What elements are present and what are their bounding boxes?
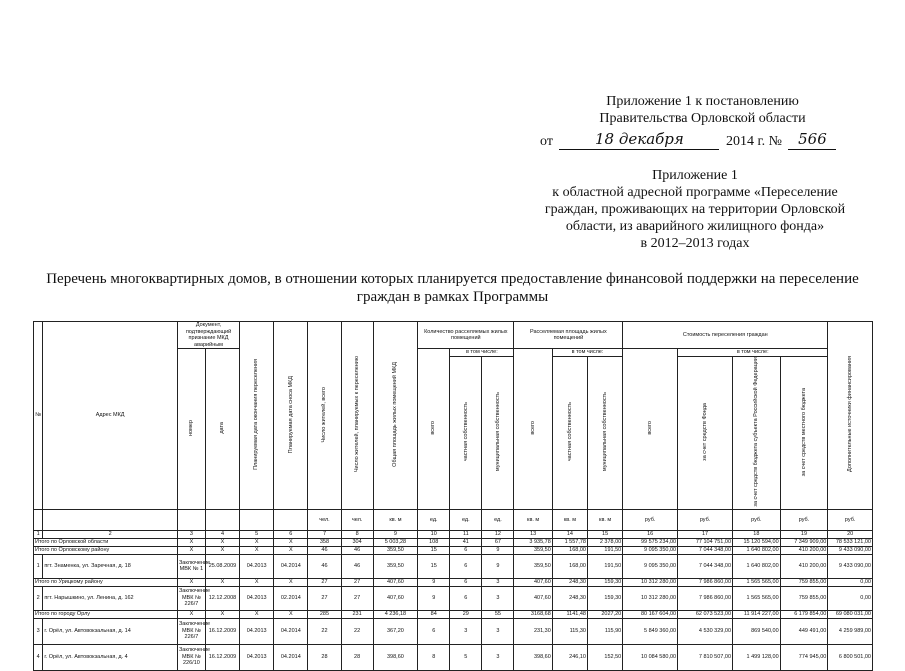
cell-c7: 46 bbox=[308, 546, 341, 554]
row-label: Итого по Урицкому району bbox=[34, 578, 178, 586]
row-label: Итого по Орловской области bbox=[34, 538, 178, 546]
cell-c17: 7 986 860,00 bbox=[678, 586, 733, 610]
handwritten-number: 566 bbox=[788, 131, 836, 150]
col-header-cost-fund: за счет средств Фонда bbox=[678, 357, 733, 510]
cell-c6: Х bbox=[274, 610, 308, 618]
program-line3: граждан, проживающих на территории Орловской bbox=[544, 202, 846, 217]
col-header-additional: Дополнительные источники финансирования bbox=[828, 322, 873, 510]
col-header-no: № bbox=[34, 322, 43, 510]
unit-cell: кв. м bbox=[514, 510, 552, 531]
cell-c4: Х bbox=[205, 610, 239, 618]
cell-c6: Х bbox=[274, 578, 308, 586]
cell-c3: Х bbox=[177, 610, 205, 618]
cell-c3: Х bbox=[177, 578, 205, 586]
col-header-area-total-sub: всего bbox=[514, 349, 552, 510]
table-body bbox=[34, 538, 873, 670]
program-appendix bbox=[500, 167, 890, 252]
cell-c14: 248,30 bbox=[552, 586, 587, 610]
col-header-rooms-total: всего bbox=[418, 349, 450, 510]
cell-c5: Х bbox=[240, 610, 274, 618]
cell-c18: 869 540,00 bbox=[733, 618, 781, 644]
cell-c3: Заключение МВК № 226/7 bbox=[177, 618, 205, 644]
unit-cell: ед. bbox=[482, 510, 514, 531]
table-row bbox=[34, 554, 873, 578]
cell-c17: 7 044 348,00 bbox=[678, 546, 733, 554]
col-header-address: Адрес МКД bbox=[43, 322, 178, 510]
colnum-cell: 1 bbox=[34, 531, 43, 539]
cell-c10: 9 bbox=[418, 586, 450, 610]
cell-c11: 5 bbox=[450, 644, 482, 670]
cell-c16: 80 167 604,00 bbox=[623, 610, 678, 618]
col-header-demolish-date: Планируемая дата сноса МКД bbox=[274, 322, 308, 510]
col-header-rooms: Количество расселяемых жилых помещений bbox=[418, 322, 514, 349]
cell-c18: 11 914 227,00 bbox=[733, 610, 781, 618]
row-address: г. Орёл, ул. Автовокзальная, д. 14 bbox=[43, 618, 178, 644]
cell-c14: 248,30 bbox=[552, 578, 587, 586]
cell-c14: 1141,48 bbox=[552, 610, 587, 618]
colnum-row bbox=[34, 531, 873, 539]
cell-c18: 1 499 128,00 bbox=[733, 644, 781, 670]
colnum-cell: 4 bbox=[205, 531, 239, 539]
cell-c15: 191,50 bbox=[588, 554, 623, 578]
cell-c15: 152,50 bbox=[588, 644, 623, 670]
cell-c6: 02.2014 bbox=[274, 586, 308, 610]
cell-c10: 15 bbox=[418, 546, 450, 554]
cell-c10: 6 bbox=[418, 618, 450, 644]
cell-c10: 108 bbox=[418, 538, 450, 546]
year-number-label: 2014 г. № bbox=[725, 134, 782, 149]
colnum-cell: 5 bbox=[240, 531, 274, 539]
cell-c6: Х bbox=[274, 538, 308, 546]
cell-c20: 0,00 bbox=[828, 578, 873, 586]
appendix-to-resolution bbox=[560, 93, 845, 127]
cell-c8: 28 bbox=[341, 644, 373, 670]
cell-c4: 16.12.2009 bbox=[205, 618, 239, 644]
cell-c19: 759 855,00 bbox=[780, 586, 828, 610]
cell-c20: 6 800 501,00 bbox=[828, 644, 873, 670]
cell-c4: 25.08.2009 bbox=[205, 554, 239, 578]
appendix-line1: Приложение 1 к постановлению bbox=[606, 94, 799, 109]
cell-c20: 4 259 989,00 bbox=[828, 618, 873, 644]
cell-c18: 15 120 594,00 bbox=[733, 538, 781, 546]
cell-c11: 6 bbox=[450, 586, 482, 610]
cell-c5: Х bbox=[240, 546, 274, 554]
cell-c13: 359,50 bbox=[514, 554, 552, 578]
cell-c13: 407,60 bbox=[514, 578, 552, 586]
cell-c13: 359,50 bbox=[514, 546, 552, 554]
table-row bbox=[34, 586, 873, 610]
unit-cell: руб. bbox=[780, 510, 828, 531]
cell-c14: 246,10 bbox=[552, 644, 587, 670]
cell-c8: 46 bbox=[341, 546, 373, 554]
colnum-cell: 10 bbox=[418, 531, 450, 539]
cell-c16: 10 312 280,00 bbox=[623, 578, 678, 586]
cell-c12: 67 bbox=[482, 538, 514, 546]
cell-c19: 410 200,00 bbox=[780, 554, 828, 578]
cell-c7: 27 bbox=[308, 586, 341, 610]
colnum-cell: 2 bbox=[43, 531, 178, 539]
cell-c18: 1 640 802,00 bbox=[733, 546, 781, 554]
unit-cell: руб. bbox=[623, 510, 678, 531]
program-line1: Приложение 1 bbox=[652, 168, 738, 183]
cell-c6: 04.2014 bbox=[274, 644, 308, 670]
cell-c4: Х bbox=[205, 538, 239, 546]
cell-c9: 4 236,18 bbox=[373, 610, 418, 618]
table-row bbox=[34, 644, 873, 670]
cell-c12: 9 bbox=[482, 554, 514, 578]
cell-c17: 77 104 751,00 bbox=[678, 538, 733, 546]
unit-cell: ед. bbox=[450, 510, 482, 531]
col-header-cost-including: в том числе: bbox=[678, 349, 828, 357]
cell-c9: 407,60 bbox=[373, 586, 418, 610]
cell-c13: 407,60 bbox=[514, 586, 552, 610]
row-address: г. Орёл, ул. Автовокзальная, д. 4 bbox=[43, 644, 178, 670]
col-header-rooms-including: в том числе: bbox=[450, 349, 514, 357]
title-line2: граждан в рамках Программы bbox=[356, 289, 549, 305]
colnum-cell: 17 bbox=[678, 531, 733, 539]
cell-c5: 04.2013 bbox=[240, 586, 274, 610]
colnum-cell: 12 bbox=[482, 531, 514, 539]
cell-c5: 04.2013 bbox=[240, 554, 274, 578]
cell-c8: 46 bbox=[341, 554, 373, 578]
cell-c20: 0,00 bbox=[828, 586, 873, 610]
cell-c4: 12.12.2008 bbox=[205, 586, 239, 610]
cell-c19: 410 200,00 bbox=[780, 546, 828, 554]
cell-c3: Заключение МВК № 226/7 bbox=[177, 586, 205, 610]
cell-c9: 407,60 bbox=[373, 578, 418, 586]
cell-c11: 29 bbox=[450, 610, 482, 618]
cell-c14: 168,00 bbox=[552, 546, 587, 554]
col-header-cost-local: за счет средств местного бюджета bbox=[780, 357, 828, 510]
colnum-cell: 6 bbox=[274, 531, 308, 539]
cell-c5: Х bbox=[240, 578, 274, 586]
col-header-residents-plan: Число жителей, планируемых к переселению bbox=[341, 322, 373, 510]
title-line1: Перечень многоквартирных домов, в отношении которых планируется предоставление финансовой поддержки на переселение bbox=[46, 271, 859, 287]
cell-c7: 27 bbox=[308, 578, 341, 586]
cell-c15: 159,30 bbox=[588, 586, 623, 610]
cell-c5: Х bbox=[240, 538, 274, 546]
cell-c12: 55 bbox=[482, 610, 514, 618]
unit-cell: чел. bbox=[341, 510, 373, 531]
cell-c11: 6 bbox=[450, 546, 482, 554]
unit-cell: чел. bbox=[308, 510, 341, 531]
cell-c18: 1 565 565,00 bbox=[733, 578, 781, 586]
cell-c11: 3 bbox=[450, 618, 482, 644]
units-row bbox=[34, 510, 873, 531]
table-row bbox=[34, 618, 873, 644]
cell-c19: 774 945,00 bbox=[780, 644, 828, 670]
unit-cell: ед. bbox=[418, 510, 450, 531]
cell-c4: Х bbox=[205, 578, 239, 586]
cell-c6: Х bbox=[274, 546, 308, 554]
cell-c16: 99 575 234,00 bbox=[623, 538, 678, 546]
cell-c13: 398,60 bbox=[514, 644, 552, 670]
colnum-cell: 11 bbox=[450, 531, 482, 539]
colnum-cell: 7 bbox=[308, 531, 341, 539]
cell-c8: 27 bbox=[341, 586, 373, 610]
row-label: Итого по городу Орлу bbox=[34, 610, 178, 618]
row-address: пгт. Знаменка, ул. Заречная, д. 18 bbox=[43, 554, 178, 578]
row-number: 4 bbox=[34, 644, 43, 670]
cell-c11: 41 bbox=[450, 538, 482, 546]
cell-c9: 398,60 bbox=[373, 644, 418, 670]
cell-c15: 159,30 bbox=[588, 578, 623, 586]
unit-cell: кв. м bbox=[552, 510, 587, 531]
cell-c14: 1 557,78 bbox=[552, 538, 587, 546]
cell-c20: 78 533 121,00 bbox=[828, 538, 873, 546]
appendix-line2: Правительства Орловской области bbox=[599, 111, 806, 126]
col-header-rooms-private: частная собственность bbox=[450, 357, 482, 510]
col-header-plan-date: Планируемая дата окончания переселения bbox=[240, 322, 274, 510]
header-row-1 bbox=[34, 322, 873, 349]
cell-c8: 231 bbox=[341, 610, 373, 618]
cell-c20: 9 433 090,00 bbox=[828, 546, 873, 554]
cell-c20: 69 080 031,00 bbox=[828, 610, 873, 618]
col-header-cost: Стоимость переселения граждан bbox=[623, 322, 828, 349]
cell-c15: 2 378,00 bbox=[588, 538, 623, 546]
cell-c6: 04.2014 bbox=[274, 618, 308, 644]
resolution-date-line bbox=[540, 131, 870, 150]
cell-c10: 9 bbox=[418, 578, 450, 586]
row-number: 2 bbox=[34, 586, 43, 610]
cell-c17: 62 073 523,00 bbox=[678, 610, 733, 618]
cell-c13: 231,30 bbox=[514, 618, 552, 644]
cell-c6: 04.2014 bbox=[274, 554, 308, 578]
cell-c16: 9 095 350,00 bbox=[623, 554, 678, 578]
program-line4: области, из аварийного жилищного фонда» bbox=[565, 219, 825, 234]
cell-c20: 9 433 090,00 bbox=[828, 554, 873, 578]
colnum-cell: 20 bbox=[828, 531, 873, 539]
document-title bbox=[0, 270, 905, 306]
colnum-cell: 16 bbox=[623, 531, 678, 539]
colnum-cell: 13 bbox=[514, 531, 552, 539]
col-header-area-private: частная собственность bbox=[552, 357, 587, 510]
cell-c18: 1 640 802,00 bbox=[733, 554, 781, 578]
cell-c9: 5 003,28 bbox=[373, 538, 418, 546]
cell-c15: 115,90 bbox=[588, 618, 623, 644]
col-header-doc-number: номер bbox=[177, 349, 205, 510]
total-row bbox=[34, 578, 873, 586]
total-row bbox=[34, 546, 873, 554]
cell-c9: 367,20 bbox=[373, 618, 418, 644]
cell-c12: 3 bbox=[482, 586, 514, 610]
cell-c16: 10 084 580,00 bbox=[623, 644, 678, 670]
cell-c3: Х bbox=[177, 538, 205, 546]
cell-c3: Заключение МВК № 226/10 bbox=[177, 644, 205, 670]
cell-c8: 22 bbox=[341, 618, 373, 644]
cell-c9: 359,50 bbox=[373, 554, 418, 578]
unit-cell: кв. м bbox=[588, 510, 623, 531]
cell-c17: 7 986 860,00 bbox=[678, 578, 733, 586]
cell-c4: 16.12.2009 bbox=[205, 644, 239, 670]
colnum-cell: 3 bbox=[177, 531, 205, 539]
cell-c19: 6 179 854,00 bbox=[780, 610, 828, 618]
colnum-cell: 15 bbox=[588, 531, 623, 539]
houses-table bbox=[33, 321, 873, 671]
cell-c14: 115,30 bbox=[552, 618, 587, 644]
cell-c7: 28 bbox=[308, 644, 341, 670]
cell-c12: 3 bbox=[482, 618, 514, 644]
cell-c5: 04.2013 bbox=[240, 644, 274, 670]
cell-c11: 6 bbox=[450, 554, 482, 578]
cell-c12: 3 bbox=[482, 578, 514, 586]
cell-c14: 168,00 bbox=[552, 554, 587, 578]
cell-c7: 46 bbox=[308, 554, 341, 578]
program-line5: в 2012–2013 годах bbox=[640, 236, 750, 251]
cell-c17: 7 810 507,00 bbox=[678, 644, 733, 670]
cell-c10: 15 bbox=[418, 554, 450, 578]
cell-c7: 22 bbox=[308, 618, 341, 644]
unit-cell: руб. bbox=[733, 510, 781, 531]
cell-c18: 1 565 565,00 bbox=[733, 586, 781, 610]
cell-c12: 9 bbox=[482, 546, 514, 554]
col-header-residents: Число жителей, всего bbox=[308, 322, 341, 510]
col-header-cost-regional: за счет средств бюджета субъекта Российской Федерации bbox=[733, 357, 781, 510]
cell-c19: 7 349 909,00 bbox=[780, 538, 828, 546]
cell-c17: 7 044 348,00 bbox=[678, 554, 733, 578]
cell-c7: 285 bbox=[308, 610, 341, 618]
col-header-cost-total: всего bbox=[623, 349, 678, 510]
cell-c4: Х bbox=[205, 546, 239, 554]
cell-c12: 3 bbox=[482, 644, 514, 670]
row-number: 1 bbox=[34, 554, 43, 578]
row-number: 3 bbox=[34, 618, 43, 644]
cell-c16: 5 849 360,00 bbox=[623, 618, 678, 644]
cell-c15: 2027,20 bbox=[588, 610, 623, 618]
cell-c13: 3168,68 bbox=[514, 610, 552, 618]
col-header-rooms-municipal: муниципальная собственность bbox=[482, 357, 514, 510]
cell-c16: 9 095 350,00 bbox=[623, 546, 678, 554]
cell-c16: 10 312 280,00 bbox=[623, 586, 678, 610]
cell-c7: 358 bbox=[308, 538, 341, 546]
col-header-doc-date: дата bbox=[205, 349, 239, 510]
colnum-cell: 19 bbox=[780, 531, 828, 539]
cell-c15: 191,50 bbox=[588, 546, 623, 554]
col-header-doc: Документ, подтверждающий признание МКД аварийным bbox=[177, 322, 239, 349]
handwritten-date: 18 декабря bbox=[559, 131, 719, 150]
colnum-cell: 14 bbox=[552, 531, 587, 539]
total-row bbox=[34, 610, 873, 618]
cell-c10: 8 bbox=[418, 644, 450, 670]
program-line2: к областной адресной программе «Переселение bbox=[552, 185, 838, 200]
col-header-area: Расселяемая площадь жилых помещений bbox=[514, 322, 623, 349]
cell-c11: 6 bbox=[450, 578, 482, 586]
total-row bbox=[34, 538, 873, 546]
cell-c8: 27 bbox=[341, 578, 373, 586]
col-header-area-including: в том числе: bbox=[552, 349, 622, 357]
cell-c17: 4 530 329,00 bbox=[678, 618, 733, 644]
unit-cell: руб. bbox=[828, 510, 873, 531]
unit-cell: руб. bbox=[678, 510, 733, 531]
cell-c5: 04.2013 bbox=[240, 618, 274, 644]
ot-label: от bbox=[540, 134, 553, 149]
row-label: Итого по Орловскому району bbox=[34, 546, 178, 554]
cell-c9: 359,50 bbox=[373, 546, 418, 554]
col-header-area-total: Общая площадь жилых помещений МКД bbox=[373, 322, 418, 510]
colnum-cell: 18 bbox=[733, 531, 781, 539]
cell-c19: 449 491,00 bbox=[780, 618, 828, 644]
cell-c3: Х bbox=[177, 546, 205, 554]
cell-c10: 84 bbox=[418, 610, 450, 618]
col-header-area-municipal: муниципальная собственность bbox=[588, 357, 623, 510]
cell-c13: 3 935,78 bbox=[514, 538, 552, 546]
cell-c3: Заключение МВК № 1 bbox=[177, 554, 205, 578]
colnum-cell: 8 bbox=[341, 531, 373, 539]
cell-c8: 304 bbox=[341, 538, 373, 546]
colnum-cell: 9 bbox=[373, 531, 418, 539]
unit-cell: кв. м bbox=[373, 510, 418, 531]
row-address: пгт. Нарышкино, ул. Ленина, д. 162 bbox=[43, 586, 178, 610]
cell-c19: 759 855,00 bbox=[780, 578, 828, 586]
